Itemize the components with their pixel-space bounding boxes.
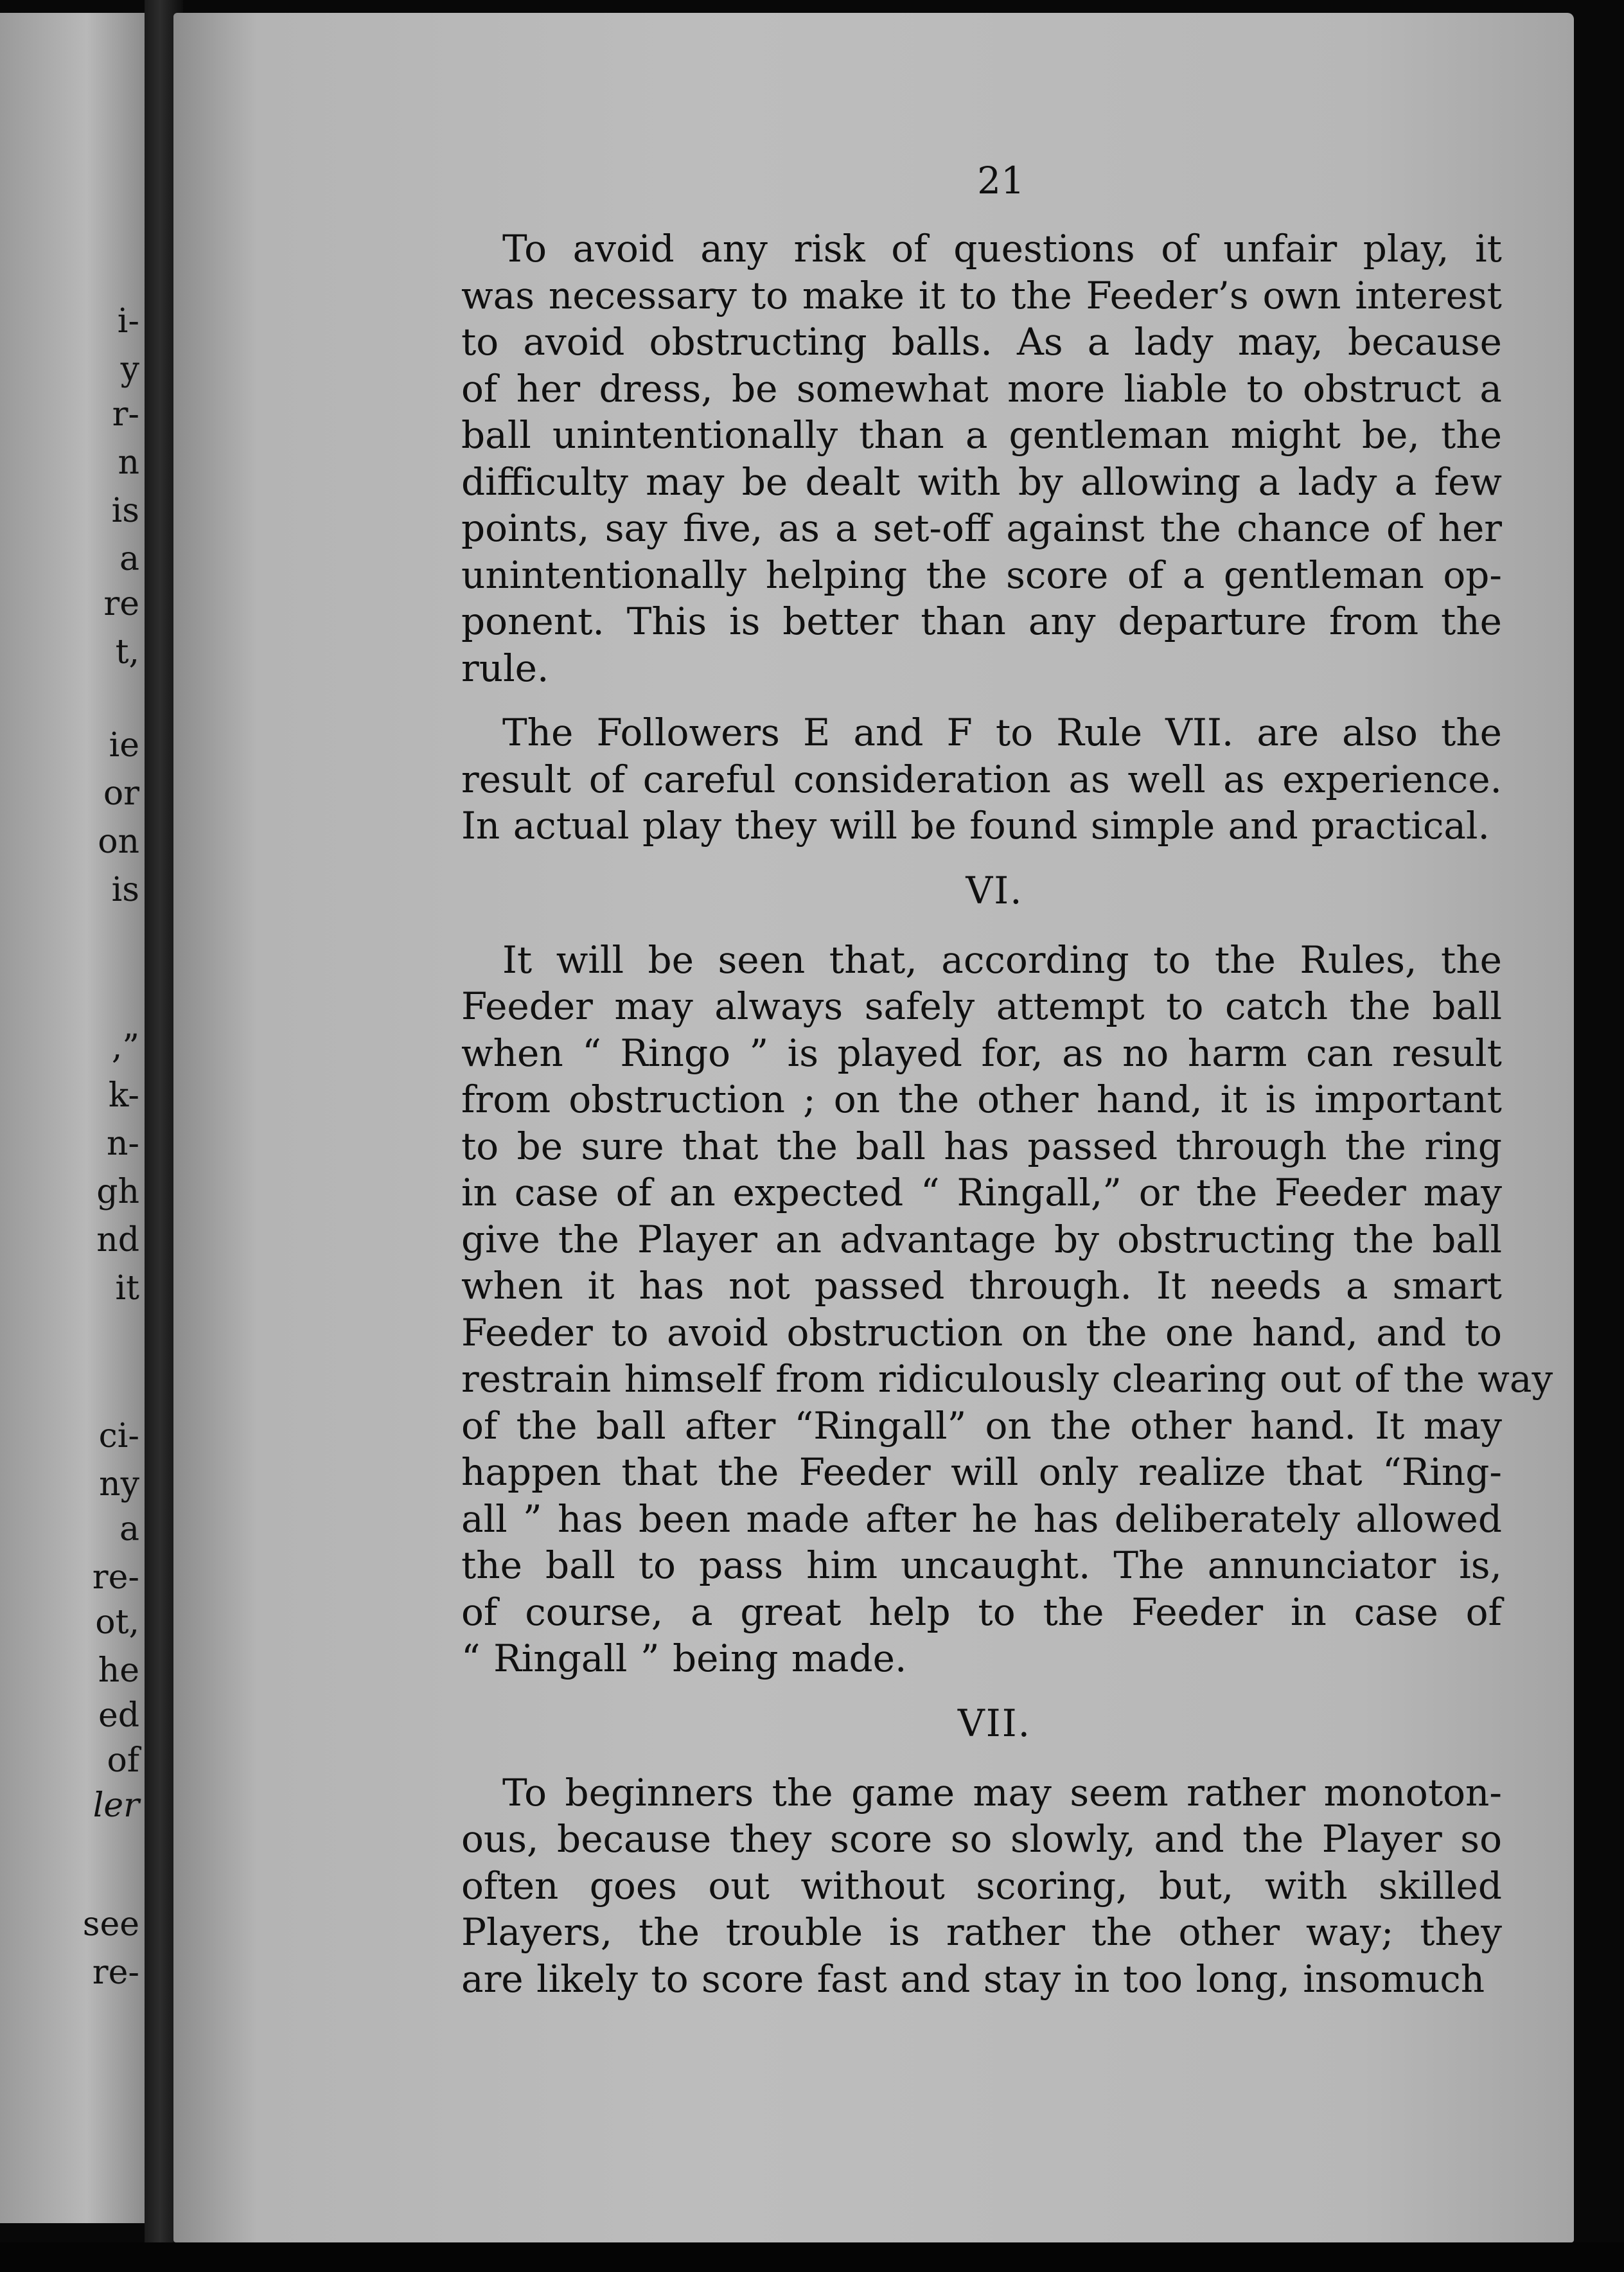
text-line: The Followers E and F to Rule VII. are also the (502, 711, 1502, 754)
text-line: are likely to score fast and stay in too long, insomuch (461, 1957, 1485, 2001)
left-fragment: see (82, 1905, 139, 1944)
text-line: when it has not passed through. It needs a smart (461, 1264, 1502, 1308)
left-fragment: a (119, 540, 139, 578)
text-line: give the Player an advantage by obstructing the ball (461, 1217, 1502, 1261)
paragraph-unfair-play (461, 226, 1502, 691)
text-line: unintentionally helping the score of a gentleman op- (461, 553, 1502, 597)
text-line: was necessary to make it to the Feeder’s own interest (461, 273, 1502, 317)
left-fragment: of (107, 1741, 139, 1780)
left-fragment: re- (92, 1558, 139, 1597)
text-line: result of careful consideration as well as experience. (461, 757, 1502, 801)
text-line: ponent. This is better than any departure from the (461, 599, 1502, 643)
left-fragment: ler (93, 1786, 139, 1825)
left-fragment: re- (92, 1953, 139, 1992)
left-fragment: ed (98, 1696, 139, 1735)
text-line: difficulty may be dealt with by allowing a lady a few (461, 459, 1502, 504)
text-line: often goes out without scoring, but, with skilled (461, 1863, 1502, 1908)
section-heading-vii: VII. (957, 1701, 1032, 1745)
text-line: It will be seen that, according to the Rules, the (502, 937, 1502, 982)
left-fragment: is (111, 871, 139, 909)
left-fragment: gh (96, 1173, 139, 1211)
text-line: points, say five, as a set-off against the chance of her (461, 506, 1502, 550)
text-line: ball unintentionally than a gentleman might be, the (461, 413, 1502, 457)
text-line: in case of an expected “ Ringall,” or the Feeder may (461, 1171, 1502, 1214)
left-fragment: re (103, 585, 139, 623)
left-fragment: k- (108, 1076, 139, 1115)
text-line: of the ball after “Ringall” on the other hand. It may (461, 1403, 1502, 1448)
text-line: “ Ringall ” being made. (461, 1637, 907, 1680)
text-line: Players, the trouble is rather the other way; they (461, 1910, 1502, 1954)
text-line: Feeder to avoid obstruction on the one hand, and to (461, 1310, 1502, 1354)
left-fragment: or (103, 774, 139, 813)
left-fragment: ie (109, 726, 139, 765)
text-line: ous, because they score so slowly, and the Player so (461, 1817, 1502, 1861)
text-line: To avoid any risk of questions of unfair play, it (502, 227, 1502, 271)
left-fragment: n- (106, 1124, 139, 1163)
right-page (173, 13, 1574, 2242)
left-fragment: it (115, 1269, 139, 1308)
section-heading-vi: VI. (966, 868, 1023, 912)
text-line: of her dress, be somewhat more liable to obstruct a (461, 366, 1502, 411)
text-line: the ball to pass him uncaught. The annunciator is, (461, 1543, 1502, 1587)
scan-bottom-edge (0, 2242, 1624, 2272)
text-line: all ” has been made after he has deliberately allowed (461, 1496, 1502, 1541)
paragraph-beginners (461, 1770, 1502, 2003)
text-line: when “ Ringo ” is played for, as no harm can result (461, 1031, 1502, 1075)
left-fragment: i- (117, 302, 139, 341)
text-line: from obstruction ; on the other hand, it is important (461, 1078, 1502, 1121)
page-number: 21 (977, 159, 1025, 202)
left-fragment: ot, (95, 1603, 139, 1642)
left-fragment: n (118, 443, 139, 482)
left-fragment: t, (115, 633, 139, 671)
text-line: To beginners the game may seem rather monoton- (502, 1770, 1502, 1815)
text-line: Feeder may always safely attempt to catch the ball (461, 984, 1502, 1028)
left-fragment: y (120, 350, 139, 389)
left-fragment: is (111, 492, 139, 530)
left-fragment: on (98, 822, 139, 861)
left-fragment: he (98, 1651, 139, 1690)
text-line: to be sure that the ball has passed through the ring (461, 1124, 1502, 1168)
text-line: In actual play they will be found simple and practical. (461, 804, 1490, 848)
text-line: happen that the Feeder will only realize that “Ring- (461, 1450, 1502, 1494)
left-fragment: ny (99, 1465, 139, 1504)
left-fragment: ,” (111, 1028, 139, 1067)
left-page-edge (0, 13, 145, 2223)
left-fragment: r- (112, 395, 139, 434)
text-line: to avoid obstructing balls. As a lady may, because (461, 320, 1502, 364)
page-body (461, 157, 1553, 2020)
text-line: rule. (461, 646, 549, 690)
paragraph-feeder-obstruction (461, 937, 1553, 1682)
text-line: of course, a great help to the Feeder in case of (461, 1590, 1502, 1634)
paragraph-followers (461, 709, 1502, 849)
left-fragment: a (119, 1510, 139, 1549)
left-fragment: ci- (98, 1417, 139, 1455)
text-line: restrain himself from ridiculously clearing out of the way (461, 1357, 1553, 1401)
left-fragment: nd (96, 1221, 139, 1259)
